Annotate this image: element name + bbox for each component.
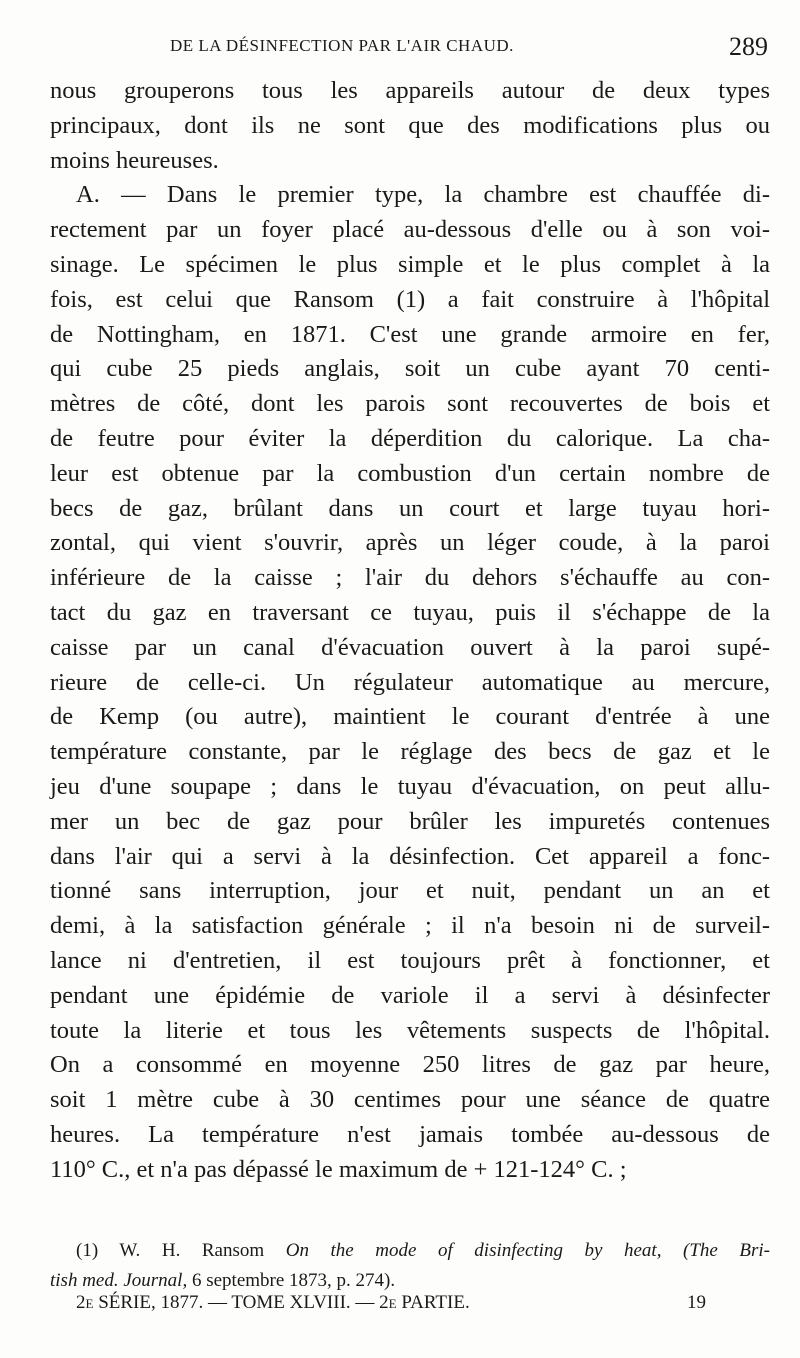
text-line: tact du gaz en traversant ce tuyau, puis il s'échappe de la (50, 598, 770, 626)
text-line: principaux, dont ils ne sont que des modifications plus ou (50, 111, 770, 139)
text-line: rieure de celle-ci. Un régulateur automatique au mercure, (50, 668, 770, 696)
text-line: becs de gaz, brûlant dans un court et large tuyau hori- (50, 494, 770, 522)
text-line: rectement par un foyer placé au-dessous d'elle ou à son voi- (50, 216, 770, 244)
text-line: inférieure de la caisse ; l'air du dehors s'échauffe au con- (50, 564, 770, 592)
text-line: fois, est celui que Ransom (1) a fait construire à l'hôpital (50, 285, 770, 313)
text-line: heures. La température n'est jamais tombée au-dessous de (50, 1120, 770, 1148)
text-line: de Nottingham, en 1871. C'est une grande armoire en fer, (50, 320, 770, 348)
running-head (48, 34, 770, 66)
footnote-date: 6 septembre 1873, p. 274). (187, 1270, 396, 1291)
text-line: 110° C., et n'a pas dépassé le maximum de + 121-124° C. ; (50, 1155, 627, 1183)
text-line: moins heureuses. (50, 146, 219, 174)
signature-line (76, 1292, 706, 1322)
footnote-line (50, 1236, 770, 1266)
text-line: On a consommé en moyenne 250 litres de gaz par heure, (50, 1051, 770, 1079)
running-title: DE LA DÉSINFECTION PAR L'AIR CHAUD. (170, 36, 514, 55)
footnote-ref: (1) W. H. Ransom (76, 1240, 286, 1261)
text-line: mètres de côté, dont les parois sont recouvertes de bois et (50, 390, 770, 418)
signature-mark: 19 (687, 1292, 706, 1313)
text-line: nous grouperons tous les appareils autour de deux types (50, 77, 770, 104)
text-line: température constante, par le réglage des becs de gaz et le (50, 738, 770, 766)
series-volume: 2e SÉRIE, 1877. — TOME XLVIII. — 2e PARTIE. (76, 1292, 470, 1313)
text-line: qui cube 25 pieds anglais, soit un cube ayant 70 centi- (50, 355, 770, 383)
text-line: soit 1 mètre cube à 30 centimes pour une séance de quatre (50, 1086, 770, 1114)
text-line: zontal, qui vient s'ouvrir, après un léger coude, à la paroi (50, 529, 770, 557)
text-line: demi, à la satisfaction générale ; il n'a besoin ni de surveil- (50, 912, 770, 940)
footnote-journal: tish med. Journal, (50, 1270, 188, 1291)
text-line: A. — Dans le premier type, la chambre est chauffée di- (76, 181, 770, 209)
body-text (50, 74, 770, 1188)
text-line: jeu d'une soupape ; dans le tuyau d'évacuation, on peut allu- (50, 772, 770, 800)
text-line: lance ni d'entretien, il est toujours prêt à fonctionner, et (50, 946, 770, 974)
text-line: leur est obtenue par la combustion d'un certain nombre de (50, 459, 770, 487)
footnote-title: On the mode of disinfecting by heat, (The Bri- (285, 1240, 770, 1261)
page-number: 289 (729, 32, 768, 61)
text-line: dans l'air qui a servi à la désinfection. Cet appareil a fonc- (50, 842, 770, 870)
text-line: sinage. Le spécimen le plus simple et le plus complet à la (50, 250, 770, 278)
text-line: caisse par un canal d'évacuation ouvert à la paroi supé- (50, 633, 770, 661)
text-line: mer un bec de gaz pour brûler les impuretés contenues (50, 807, 770, 835)
text-line: tionné sans interruption, jour et nuit, pendant un an et (50, 877, 770, 905)
text-line: toute la literie et tous les vêtements suspects de l'hôpital. (50, 1016, 770, 1044)
text-line: pendant une épidémie de variole il a servi à désinfecter (50, 981, 770, 1009)
text-line: de Kemp (ou autre), maintient le courant d'entrée à une (50, 703, 770, 731)
footnote (50, 1236, 770, 1296)
text-line: de feutre pour éviter la déperdition du calorique. La cha- (50, 424, 770, 452)
